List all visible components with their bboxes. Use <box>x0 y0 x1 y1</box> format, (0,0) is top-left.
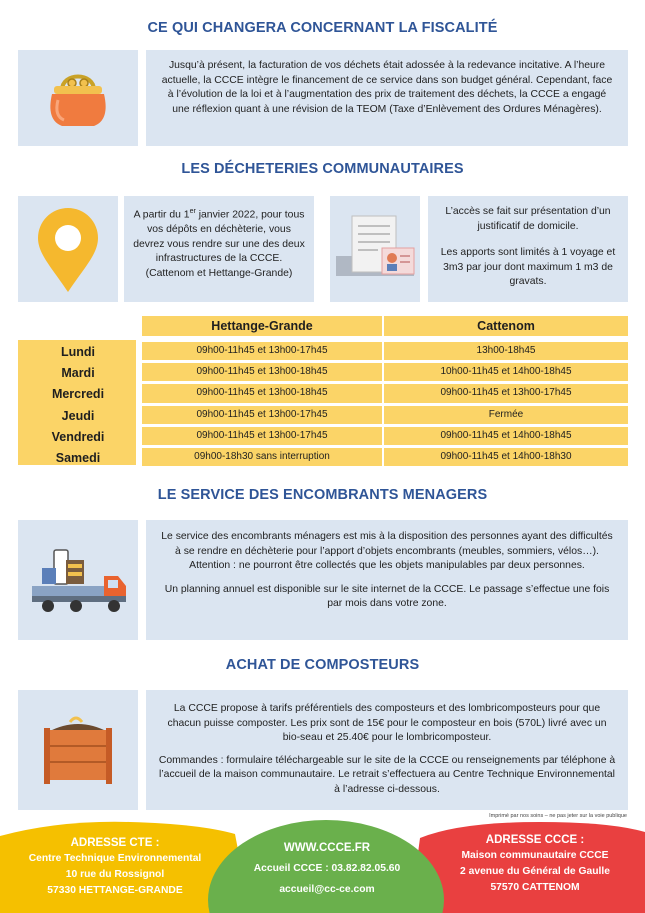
hours-hettange-cell: 09h00-11h45 et 13h00-18h45 <box>196 366 328 378</box>
hours-cattenom-cell: Fermée <box>488 408 524 420</box>
purse-icon <box>18 50 138 146</box>
section-title-decheteries: LES DÉCHETERIES COMMUNAUTAIRES <box>181 161 464 177</box>
composteurs-text-2: Commandes : formulaire téléchargeable sur le site de la CCCE ou renseignements par téléphone à l’accueil de la maison communautaire. Le retrait s’effectuera au Centre Technique Environnemental à l’adresse ci-dessous. <box>158 754 616 795</box>
decheteries-right-text-1: L’accès se fait sur présentation d’un justificatif de domicile. <box>445 206 611 232</box>
footer-right <box>430 832 640 896</box>
footer-website-link[interactable]: WWW.CCCE.FR <box>283 842 371 854</box>
hours-hettange-cell: 09h00-11h45 et 13h00-17h45 <box>196 408 328 420</box>
encombrants-text-panel <box>146 520 628 640</box>
hours-hettange-cell: 09h00-11h45 et 13h00-17h45 <box>196 345 328 356</box>
footer-right-line-1: Maison communautaire CCCE <box>461 850 609 861</box>
section-title-fiscalite: CE QUI CHANGERA CONCERNANT LA FISCALITÉ <box>147 20 498 36</box>
footer-left-line-3: 57330 HETTANGE-GRANDE <box>47 885 183 896</box>
footer-left-line-2: 10 rue du Rossignol <box>65 869 165 880</box>
day-label: Samedi <box>55 451 101 465</box>
column-header-cattenom: Cattenom <box>477 319 535 333</box>
decheteries-pin-panel <box>18 196 118 302</box>
fiscalite-text-panel <box>146 50 628 146</box>
decheteries-right-panel <box>428 196 628 302</box>
footer-left-line-1: Centre Technique Environnemental <box>28 853 202 864</box>
decheteries-left-text: A partir du 1er janvier 2022, pour tous vos dépôts en déchèterie, vous devrez vous rendre sur une des deux infrastructures de la CCCE. <box>133 208 305 265</box>
day-label: Mercredi <box>51 387 105 402</box>
footer-right-line-2: 2 avenue du Général de Gaulle <box>460 866 610 877</box>
decheteries-doc-panel <box>330 196 420 302</box>
hours-cattenom-cell: 09h00-11h45 et 14h00-18h30 <box>440 451 572 462</box>
decheteries-left-panel <box>124 196 314 302</box>
hours-hettange-cell: 09h00-11h45 et 13h00-18h45 <box>196 387 328 399</box>
footer-left <box>5 835 225 899</box>
hours-cattenom-cell: 09h00-11h45 et 13h00-17h45 <box>440 387 572 399</box>
footer-email-link[interactable]: accueil@cc-ce.com <box>279 884 375 895</box>
imprint-note: Imprimé par nos soins – ne pas jeter sur la voie publique <box>489 813 627 819</box>
footer-phone[interactable]: Accueil CCCE : 03.82.82.05.60 <box>253 863 401 874</box>
day-label: Jeudi <box>61 408 95 423</box>
hours-hettange-cell: 09h00-18h30 sans interruption <box>194 451 330 462</box>
day-label: Mardi <box>61 366 95 381</box>
composteurs-text-1: La CCCE propose à tarifs préférentiels des composteurs et des lombricomposteurs pour que chacun puisse composter. Les prix sont de 15€ pour le composteur en bois (570L) livré avec un bio-seau et 25.40€ pour le lombricomposteur. <box>167 703 607 744</box>
hours-cattenom-cell: 09h00-11h45 et 14h00-18h45 <box>440 429 572 441</box>
hours-cattenom-cell: 13h00-18h45 <box>476 345 536 356</box>
decheteries-right-text-2: Les apports sont limités à 1 voyage et 3m3 par jour dont maximum 1 m3 de gravats. <box>440 247 616 288</box>
section-title-composteurs: ACHAT DE COMPOSTEURS <box>225 657 420 673</box>
decheteries-left-note: (Cattenom et Hettange-Grande) <box>145 267 293 279</box>
encombrants-text-2: Un planning annuel est disponible sur le site internet de la CCCE. Le passage s’effectue une fois par mois dans votre zone. <box>164 583 610 610</box>
fiscalite-icon-panel <box>18 50 138 146</box>
column-header-hettange: Hettange-Grande <box>211 319 313 333</box>
day-label: Lundi <box>60 345 95 359</box>
footer-right-title: ADRESSE CCCE : <box>485 834 585 846</box>
day-label: Vendredi <box>51 429 105 444</box>
section-title-encombrants: LE SERVICE DES ENCOMBRANTS MENAGERS <box>157 487 488 503</box>
hours-cattenom-cell: 10h00-11h45 et 14h00-18h45 <box>440 366 572 378</box>
footer-center <box>222 840 432 898</box>
encombrants-text-1: Le service des encombrants ménagers est mis à la disposition des personnes ayant des difficultés à se rendre en déchèterie pour l’apport d’objets encombrants (meubles, sommiers, vélos…). Attention : ne pourront être collectés que les objets manipulables par deux personnes. <box>161 531 613 572</box>
composteurs-icon-panel <box>18 690 138 810</box>
location-pin-icon <box>18 196 118 302</box>
footer-right-line-3: 57570 CATTENOM <box>490 882 580 893</box>
fiscalite-text: Jusqu’à présent, la facturation de vos déchets était adossée à la redevance incitative. A l’heure actuelle, la CCCE intègre le financement de ce service dans son budget général. Cependant, face à l’évolution de la loi et à l’augmentation des prix de traitement des déchets, la CCCE a engagé une réflexion quant à une révision de la TEOM (Taxe d’Enlèvement des Ordures Ménagères). <box>161 60 613 115</box>
encombrants-icon-panel <box>18 520 138 640</box>
hours-hettange-cell: 09h00-11h45 et 13h00-17h45 <box>196 429 328 441</box>
compost-bin-icon <box>18 690 138 810</box>
truck-icon <box>18 520 138 640</box>
footer-left-title: ADRESSE CTE : <box>70 837 160 849</box>
footer <box>0 820 645 913</box>
composteurs-text-panel <box>146 690 628 810</box>
document-id-icon <box>330 196 420 302</box>
